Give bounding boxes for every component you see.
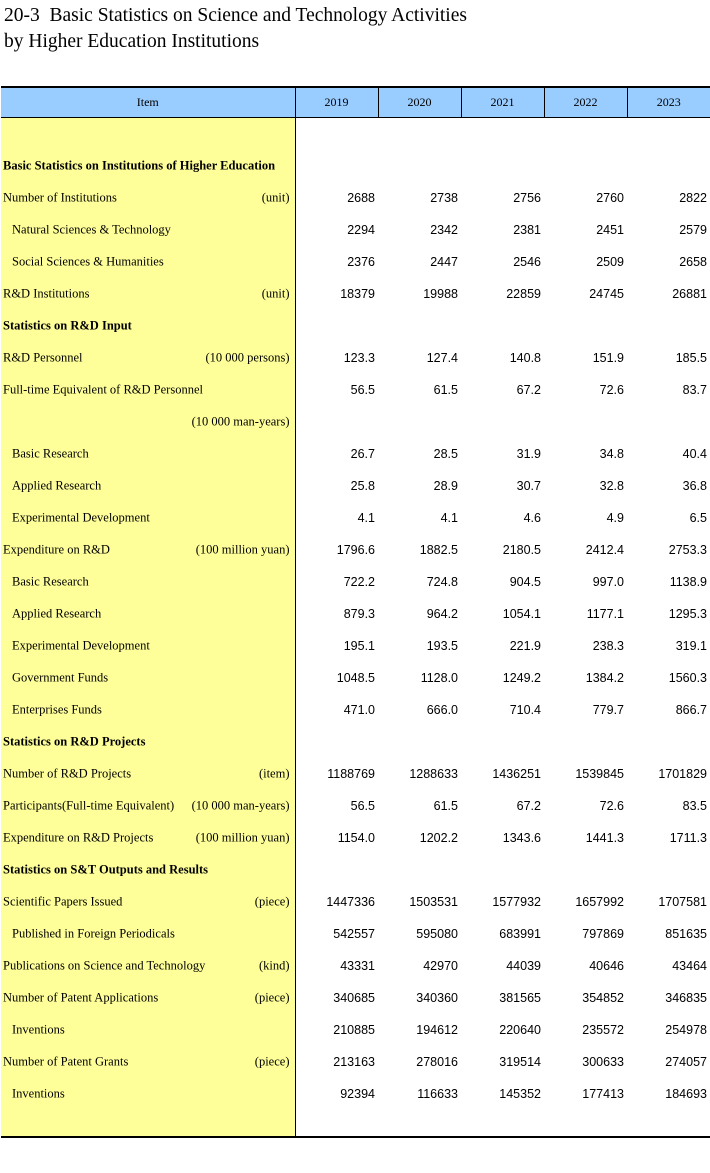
value-cell: 2412.4 [585,543,624,557]
value-cell: 964.2 [426,607,458,621]
table-row [1,182,710,214]
item-cell [1,310,295,342]
spacer-row [1,118,710,151]
item-label: Inventions [12,1022,65,1037]
value-cell: 1701829 [658,767,707,781]
value-cell: 2381 [513,223,541,237]
item-cell [1,1078,295,1110]
value-cell [461,310,544,342]
value-cell: 4.9 [606,511,624,525]
value-cell [544,726,627,758]
value-cell: 25.8 [350,479,375,493]
value-cell [627,406,710,438]
bottom-row [1,1110,710,1137]
value-cell: 220640 [499,1023,541,1037]
title-line-1: 20-3 Basic Statistics on Science and Technology Activities [4,5,467,26]
value-cell: 1177.1 [586,607,624,621]
value-cell: 24745 [589,287,624,301]
unit-label: (unit) [261,286,290,301]
value-cell [627,310,710,342]
table-row [1,758,710,790]
table-row [1,438,710,470]
table-body [1,118,710,1138]
item-cell [1,1046,295,1078]
value-cell [461,726,544,758]
item-label: Number of Patent Applications [3,990,159,1005]
value-cell: 92394 [340,1087,375,1101]
value-cell [544,150,627,182]
value-cell: 1202.2 [419,831,458,845]
table-row [1,534,710,566]
unit-label: (piece) [254,990,290,1005]
table-row [1,342,710,374]
item-label: R&D Personnel [3,350,83,365]
value-cell: 2294 [347,223,375,237]
value-cell: 2688 [347,191,375,205]
value-cell [544,310,627,342]
item-label: Basic Research [12,446,89,461]
value-cell: 22859 [506,287,541,301]
item-label: Participants(Full-time Equivalent) [3,798,175,813]
value-cell [378,150,461,182]
value-cell: 2509 [596,255,624,269]
unit-label: (item) [258,766,290,781]
value-cell: 1539845 [575,767,624,781]
table-row [1,598,710,630]
item-cell [1,854,295,886]
header-year: 2019 [295,87,378,118]
item-label: Government Funds [12,670,109,685]
value-cell: 26.7 [350,447,375,461]
value-cell: 56.5 [350,799,375,813]
table-row [1,278,710,310]
value-cell: 1560.3 [668,671,707,685]
statistics-table [1,86,710,1138]
value-cell [627,150,710,182]
value-cell: 4.6 [523,511,541,525]
header-year: 2021 [461,87,544,118]
unit-label: (100 million yuan) [195,542,290,557]
value-cell: 18379 [340,287,375,301]
unit-label: (kind) [258,958,290,973]
value-cell: 2756 [513,191,541,205]
table-row [1,374,710,406]
item-cell [1,630,295,662]
value-cell: 30.7 [516,479,541,493]
item-label: Inventions [12,1086,65,1101]
item-label: Social Sciences & Humanities [12,254,164,269]
value-cell: 83.5 [682,799,707,813]
value-cell: 72.6 [599,799,624,813]
value-cell: 904.5 [509,575,541,589]
header-year: 2020 [378,87,461,118]
value-cell: 254978 [665,1023,707,1037]
value-cell: 722.2 [343,575,375,589]
value-cell: 1343.6 [502,831,541,845]
item-cell [1,790,295,822]
value-cell: 210885 [333,1023,375,1037]
table-row [1,470,710,502]
value-cell: 2579 [679,223,707,237]
value-cell: 866.7 [675,703,707,717]
item-cell [1,470,295,502]
item-cell [1,566,295,598]
unit-label: (10 000 man-years) [191,414,290,429]
value-cell: 32.8 [599,479,624,493]
value-cell: 346835 [665,991,707,1005]
item-label: Scientific Papers Issued [3,894,123,909]
value-cell: 2342 [430,223,458,237]
section-row [1,854,710,886]
value-cell: 221.9 [509,639,541,653]
value-cell: 1796.6 [336,543,375,557]
value-cell: 4.1 [440,511,458,525]
value-cell: 61.5 [433,383,458,397]
value-cell: 797869 [582,927,624,941]
item-cell [1,502,295,534]
value-cell: 666.0 [426,703,458,717]
value-cell: 1707581 [658,895,707,909]
item-cell [1,278,295,310]
item-label: R&D Institutions [3,286,90,301]
value-cell: 1188769 [327,767,375,781]
item-cell [1,950,295,982]
value-cell [544,406,627,438]
value-cell [627,726,710,758]
header-year: 2023 [627,87,710,118]
table-row [1,822,710,854]
page-title [4,3,467,55]
value-cell: 36.8 [682,479,707,493]
item-cell [1,214,295,246]
item-cell [1,726,295,758]
item-label: Number of R&D Projects [3,766,132,781]
item-label: Published in Foreign Periodicals [12,926,175,941]
value-cell: 177413 [582,1087,624,1101]
section-label: Basic Statistics on Institutions of Higher Education [3,158,276,173]
table-row [1,982,710,1014]
spacer-cell [295,118,710,151]
value-cell: 28.9 [433,479,458,493]
value-cell [295,406,378,438]
value-cell: 879.3 [343,607,375,621]
value-cell: 1154.0 [337,831,375,845]
value-cell [378,854,461,886]
bottom-cell [1,1110,295,1137]
item-cell [1,918,295,950]
unit-label: (piece) [254,894,290,909]
value-cell: 1503531 [409,895,458,909]
value-cell: 278016 [416,1055,458,1069]
item-cell [1,1014,295,1046]
value-cell: 381565 [499,991,541,1005]
value-cell: 1447336 [326,895,375,909]
value-cell: 43464 [672,959,707,973]
table-row [1,566,710,598]
value-cell: 2451 [596,223,624,237]
section-label: Statistics on R&D Projects [3,734,146,749]
value-cell: 2658 [679,255,707,269]
section-label: Statistics on R&D Input [3,318,132,333]
value-cell: 42970 [423,959,458,973]
item-label: Experimental Development [12,510,150,525]
value-cell: 40646 [589,959,624,973]
value-cell: 1384.2 [585,671,624,685]
value-cell: 1577932 [492,895,541,909]
value-cell: 471.0 [343,703,375,717]
unit-label: (unit) [261,190,290,205]
value-cell: 140.8 [509,351,541,365]
value-cell [461,854,544,886]
title-line-2: by Higher Education Institutions [4,31,260,52]
table-row [1,662,710,694]
spacer-cell [1,118,295,151]
value-cell: 195.1 [343,639,375,653]
value-cell: 44039 [506,959,541,973]
value-cell: 1249.2 [502,671,541,685]
unit-label: (10 000 persons) [205,350,290,365]
value-cell [295,726,378,758]
value-cell: 43331 [340,959,375,973]
item-label: Natural Sciences & Technology [12,222,171,237]
value-cell: 300633 [582,1055,624,1069]
value-cell: 2546 [513,255,541,269]
section-label: Statistics on S&T Outputs and Results [3,862,209,877]
value-cell: 145352 [499,1087,541,1101]
value-cell: 26881 [672,287,707,301]
value-cell: 1441.3 [585,831,624,845]
header-item: Item [1,87,295,118]
value-cell [378,726,461,758]
value-cell: 1882.5 [419,543,458,557]
item-label: Applied Research [12,478,102,493]
unit-label: (100 million yuan) [195,830,290,845]
item-cell [1,694,295,726]
item-label: Enterprises Funds [12,702,102,717]
value-cell: 194612 [416,1023,458,1037]
value-cell [627,854,710,886]
value-cell: 56.5 [350,383,375,397]
value-cell: 127.4 [426,351,458,365]
value-cell: 1128.0 [420,671,458,685]
section-row [1,726,710,758]
value-cell: 1288633 [409,767,458,781]
table-row [1,406,710,438]
item-cell [1,246,295,278]
value-cell: 2753.3 [668,543,707,557]
item-label: Expenditure on R&D [3,542,110,557]
value-cell: 2760 [596,191,624,205]
item-label: Experimental Development [12,638,150,653]
value-cell: 2822 [679,191,707,205]
value-cell: 123.3 [343,351,375,365]
item-cell [1,534,295,566]
table-row [1,246,710,278]
table-row [1,886,710,918]
item-label: Applied Research [12,606,102,621]
value-cell: 184693 [665,1087,707,1101]
table-row [1,630,710,662]
value-cell: 2180.5 [502,543,541,557]
value-cell: 2447 [430,255,458,269]
item-cell [1,342,295,374]
value-cell: 151.9 [592,351,624,365]
item-cell [1,598,295,630]
value-cell: 238.3 [592,639,624,653]
value-cell: 61.5 [433,799,458,813]
value-cell: 2738 [430,191,458,205]
unit-label: (piece) [254,1054,290,1069]
table-row [1,918,710,950]
table-row [1,694,710,726]
value-cell: 319514 [499,1055,541,1069]
value-cell: 213163 [333,1055,375,1069]
item-label: Full-time Equivalent of R&D Personnel [3,382,203,397]
item-cell [1,150,295,182]
item-label: Basic Research [12,574,89,589]
item-cell [1,406,295,438]
value-cell: 997.0 [592,575,624,589]
value-cell [378,406,461,438]
value-cell: 67.2 [516,383,541,397]
value-cell: 28.5 [433,447,458,461]
value-cell: 779.7 [592,703,624,717]
table-row [1,1078,710,1110]
value-cell: 235572 [582,1023,624,1037]
value-cell: 1138.9 [669,575,707,589]
table-row [1,1046,710,1078]
value-cell: 340685 [333,991,375,1005]
value-cell [544,854,627,886]
value-cell [461,150,544,182]
item-cell [1,374,295,406]
value-cell: 1054.1 [502,607,541,621]
item-label: Publications on Science and Technology [3,958,206,973]
value-cell: 1048.5 [336,671,375,685]
section-row [1,310,710,342]
item-cell [1,182,295,214]
bottom-cell [295,1110,710,1137]
item-cell [1,982,295,1014]
value-cell [378,310,461,342]
value-cell: 595080 [416,927,458,941]
item-cell [1,662,295,694]
item-cell [1,886,295,918]
value-cell: 683991 [499,927,541,941]
value-cell [295,150,378,182]
table-row [1,950,710,982]
section-row [1,150,710,182]
table-row [1,214,710,246]
value-cell: 40.4 [682,447,707,461]
value-cell: 31.9 [516,447,541,461]
value-cell: 72.6 [599,383,624,397]
value-cell: 19988 [423,287,458,301]
table-row [1,1014,710,1046]
value-cell: 340360 [416,991,458,1005]
value-cell: 34.8 [599,447,624,461]
value-cell: 116633 [417,1087,458,1101]
value-cell: 1436251 [492,767,541,781]
value-cell: 67.2 [516,799,541,813]
unit-label: (10 000 man-years) [191,798,290,813]
value-cell: 83.7 [682,383,707,397]
header-year: 2022 [544,87,627,118]
value-cell: 2376 [347,255,375,269]
value-cell: 724.8 [426,575,458,589]
value-cell: 193.5 [426,639,458,653]
value-cell: 851635 [665,927,707,941]
item-label: Number of Patent Grants [3,1054,129,1069]
header-row [1,87,710,118]
item-label: Expenditure on R&D Projects [3,830,154,845]
value-cell: 354852 [582,991,624,1005]
value-cell [461,406,544,438]
value-cell: 274057 [665,1055,707,1069]
value-cell [295,310,378,342]
value-cell: 710.4 [509,703,541,717]
value-cell: 1711.3 [669,831,707,845]
table-row [1,790,710,822]
value-cell [295,854,378,886]
value-cell: 185.5 [675,351,707,365]
value-cell: 6.5 [689,511,707,525]
value-cell: 319.1 [675,639,707,653]
value-cell: 1657992 [575,895,624,909]
value-cell: 4.1 [357,511,375,525]
item-cell [1,822,295,854]
value-cell: 1295.3 [668,607,707,621]
item-label: Number of Institutions [3,190,117,205]
item-cell [1,438,295,470]
value-cell: 542557 [333,927,375,941]
item-cell [1,758,295,790]
table-row [1,502,710,534]
